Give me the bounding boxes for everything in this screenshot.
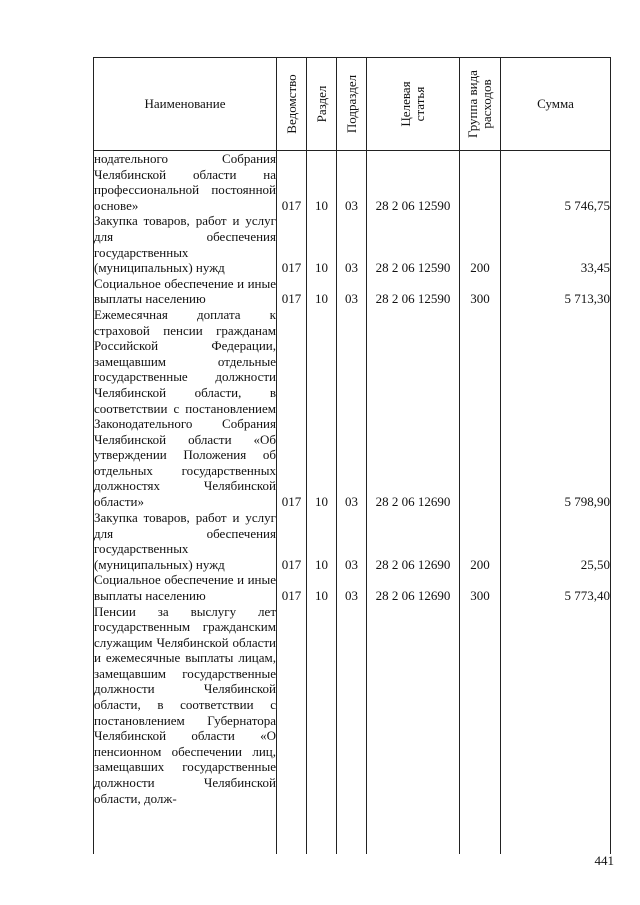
row-summa-value: 5 798,90 [564,494,610,510]
row-summa-value: 5 713,30 [564,291,610,307]
row-vedomstvo-value: 017 [281,587,302,603]
row-podrazdel [337,572,367,603]
header-razdel: Раздел [307,58,337,151]
row-name: Закупка товаров, работ и услуг для обеспечения государственных (муниципальных) нужд [94,213,276,276]
row-vedomstvo-value: 017 [281,556,302,572]
row-tselevaya-statya-value: 28 2 06 12690 [375,587,451,603]
row-name: Ежемесячная доплата к страховой пенсии гражданам Российской Федерации, замещавшим отдельные государственные должности Челябинской области, в соответствии с постановлением Законодательного Собрания Челябинской области «Об утверждении Положения об отдельных государственных должностях Челябинской области» [94,306,276,510]
row-vedomstvo [277,572,307,603]
table-row [94,510,611,572]
row-vedomstvo [277,307,307,510]
table-header-row [94,58,611,151]
row-podrazdel [337,604,367,854]
row-podrazdel-value: 03 [345,494,358,510]
table-row [94,213,611,275]
row-gruppa-value: 300 [470,291,490,307]
row-tselevaya-statya [367,307,460,510]
row-podrazdel-value: 03 [345,587,358,603]
row-summa [501,151,611,214]
row-vedomstvo [277,510,307,572]
row-name: Закупка товаров, работ и услуг для обеспечения государственных (муниципальных) нужд [94,509,276,572]
row-razdel [307,307,337,510]
row-podrazdel [337,151,367,214]
row-tselevaya-statya [367,213,460,275]
table-row [94,572,611,603]
row-gruppa [460,510,501,572]
header-podrazdel: Подраздел [337,58,367,151]
table-row [94,276,611,307]
row-razdel-value: 10 [315,556,328,572]
row-vedomstvo [277,276,307,307]
row-summa [501,572,611,603]
row-razdel-value: 10 [315,197,328,213]
row-gruppa-value: 300 [470,587,490,603]
row-summa-value: 25,50 [580,556,610,572]
row-vedomstvo-value: 017 [281,291,302,307]
row-summa [501,276,611,307]
row-tselevaya-statya [367,276,460,307]
row-tselevaya-statya-value: 28 2 06 12690 [375,556,451,572]
row-summa [501,307,611,510]
row-podrazdel-value: 03 [345,291,358,307]
row-razdel [307,276,337,307]
row-vedomstvo [277,213,307,275]
row-razdel [307,213,337,275]
row-tselevaya-statya-value: 28 2 06 12590 [375,291,451,307]
header-summa: Сумма [501,58,611,151]
header-tselevaya-statya: Целевая статья [367,58,460,151]
row-razdel [307,604,337,854]
row-vedomstvo-value: 017 [281,260,302,276]
row-vedomstvo [277,151,307,214]
row-podrazdel [337,213,367,275]
row-razdel-value: 10 [315,494,328,510]
header-name: Наименование [94,58,277,151]
row-gruppa [460,307,501,510]
row-vedomstvo-value: 017 [281,197,302,213]
row-razdel [307,572,337,603]
table-row [94,604,611,854]
row-tselevaya-statya [367,510,460,572]
row-summa-value: 33,45 [580,260,610,276]
row-gruppa [460,276,501,307]
row-name: Пенсии за выслугу лет государственным гражданским служащим Челябинской области и ежемесячные выплаты лицам, замещавшим государственные должности Челябинской области, в соответствии с постановлением Губернатора Челябинской области «О пенсионном обеспечении лиц, замещавших государственные должности Челябинской области, долж- [94,604,277,854]
row-tselevaya-statya-value: 28 2 06 12590 [375,197,451,213]
row-gruppa [460,604,501,854]
row-gruppa-value: 200 [470,556,490,572]
row-podrazdel-value: 03 [345,197,358,213]
row-tselevaya-statya-value: 28 2 06 12590 [375,260,451,276]
row-podrazdel-value: 03 [345,556,358,572]
row-name: Социальное обеспечение и иные выплаты населению [94,572,276,603]
row-podrazdel [337,307,367,510]
table-row [94,151,611,214]
row-vedomstvo [277,604,307,854]
row-name: нодательного Собрания Челябинской области на профессиональной постоянной основе» [94,151,276,213]
table-row [94,307,611,510]
row-razdel [307,510,337,572]
row-summa [501,510,611,572]
row-tselevaya-statya [367,572,460,603]
row-vedomstvo-value: 017 [281,494,302,510]
row-summa [501,604,611,854]
header-gruppa-vida-rashodov: Группа вида расходов [460,58,501,151]
row-razdel-value: 10 [315,587,328,603]
header-vedomstvo: Ведомство [277,58,307,151]
row-gruppa [460,213,501,275]
row-tselevaya-statya [367,604,460,854]
row-name: Социальное обеспечение и иные выплаты населению [94,275,276,307]
row-razdel-value: 10 [315,260,328,276]
budget-table [93,57,611,854]
row-tselevaya-statya-value: 28 2 06 12690 [375,494,451,510]
row-podrazdel [337,510,367,572]
row-razdel-value: 10 [315,291,328,307]
row-gruppa [460,572,501,603]
row-tselevaya-statya [367,151,460,214]
row-summa [501,213,611,275]
row-gruppa-value: 200 [470,260,490,276]
row-summa-value: 5 773,40 [564,587,610,603]
row-podrazdel-value: 03 [345,260,358,276]
row-summa-value: 5 746,75 [564,197,610,213]
row-gruppa [460,151,501,214]
row-podrazdel [337,276,367,307]
row-razdel [307,151,337,214]
page-number: 441 [594,853,614,868]
